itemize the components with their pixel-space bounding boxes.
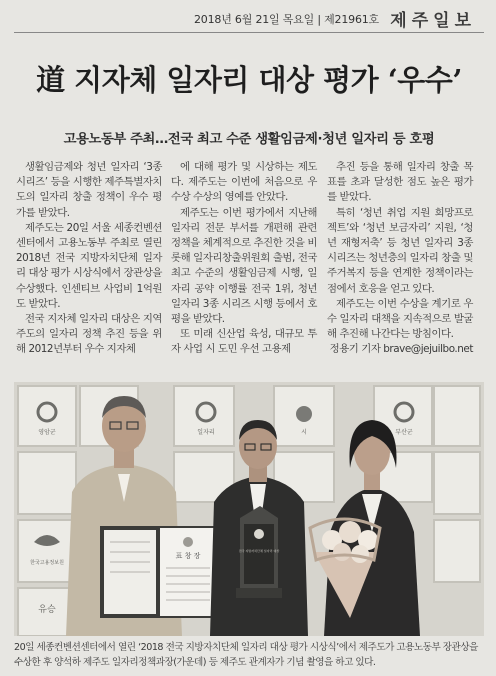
banner-logo-label: 부산군 [395, 429, 413, 436]
newspaper-logo: 제주일보 [390, 11, 476, 31]
paragraph: 제주도는 이번 평가에서 지난해 일자리 전문 부서를 개편해 관련 정책을 체계적으로 추진한 것을 비롯해 일자리창출위원회 출범, 전국 최고 수준의 생활임금제 시행, 일자리 공약 이행률 전국 1위, 청년 일자리 3종 시리즈 시행 등에서 호평을 받았다. [171, 206, 317, 326]
page-header [14, 6, 484, 30]
header-divider [14, 32, 484, 33]
paragraph: 전국 지자체 일자리 대상은 지역 주도의 일자리 정책 추진 등을 위해 2012년부터 우수 지자체 [16, 313, 162, 356]
article-column-1 [16, 160, 162, 358]
certificate-title: 표 창 장 [175, 552, 201, 560]
award-photo [14, 382, 484, 636]
certificate [100, 526, 218, 618]
paragraph: 생활임금제와 청년 일자리 ‘3종 시리즈’ 등을 시행한 제주특별자치도의 일자리 창출 정책이 우수 평가를 받았다. [16, 161, 162, 219]
award-plaque [236, 506, 282, 598]
banner-logo-label: 일자리 [197, 429, 215, 436]
paragraph: 제주도는 이번 수상을 계기로 우수 일자리 대책을 지속적으로 발굴해 추진해 나간다는 방침이다. [327, 297, 473, 341]
paragraph: 또 미래 신산업 육성, 대규모 투자 사업 시 도민 우선 고용제 [171, 328, 317, 356]
byline: 정용기 기자 brave@jejuilbo.net [329, 343, 473, 356]
photo-caption: 20일 세종컨벤션센터에서 열린 ‘2018 전국 지방자치단체 일자리 대상 평가 시상식’에서 제주도가 고용노동부 장관상을 수상한 후 양석하 제주도 일자리정책과장(가운데) 등 제주도 관계자가 기념 촬영을 하고 있다. [14, 642, 478, 668]
issue-date: 2018년 6월 21일 목요일 | 제21961호 [194, 13, 379, 26]
banner-logo-label: 유승 [38, 605, 56, 615]
headline: 道 지자체 일자리 대상 평가 ‘우수’ [36, 63, 462, 97]
banner-logo-label: 시 [301, 429, 307, 436]
paragraph: 추진 등을 통해 일자리 창출 목표를 초과 달성한 점도 높은 평가를 받았다. [327, 161, 473, 204]
banner-logo-label: 영암군 [38, 429, 56, 436]
banner-logo-label: 한국고용정보원 [30, 560, 64, 566]
paragraph: 에 대해 평가 및 시상하는 제도다. 제주도는 이번에 처음으로 우수상 수상의 영예를 안았다. [171, 161, 317, 204]
paragraph: 제주도는 20일 서울 세종컨벤션센터에서 고용노동부 주최로 열린 2018년 전국 지방자치단체 일자리 대상 평가 시상식에서 장관상을 수상했다. 인센티브 사업비 1억원도 받았다. [16, 221, 162, 310]
article-column-2 [171, 160, 317, 358]
paragraph: 특히 ‘청년 취업 지원 희망프로젝트’와 ‘청년 보금자리’ 지원, ‘청년 재형저축’ 등 청년 일자리 3종 시리즈는 청년층의 일자리 창출 및 주거복지 등을 연계한 정책이라는 점에서 호응을 얻고 있다. [327, 206, 473, 295]
subheadline: 고용노동부 주최…전국 최고 수준 생활임금제·청년 일자리 등 호평 [63, 132, 435, 147]
article-column-3 [327, 160, 473, 358]
plaque-text: 전국 지방자치단체 일자리 대상 [238, 549, 280, 553]
